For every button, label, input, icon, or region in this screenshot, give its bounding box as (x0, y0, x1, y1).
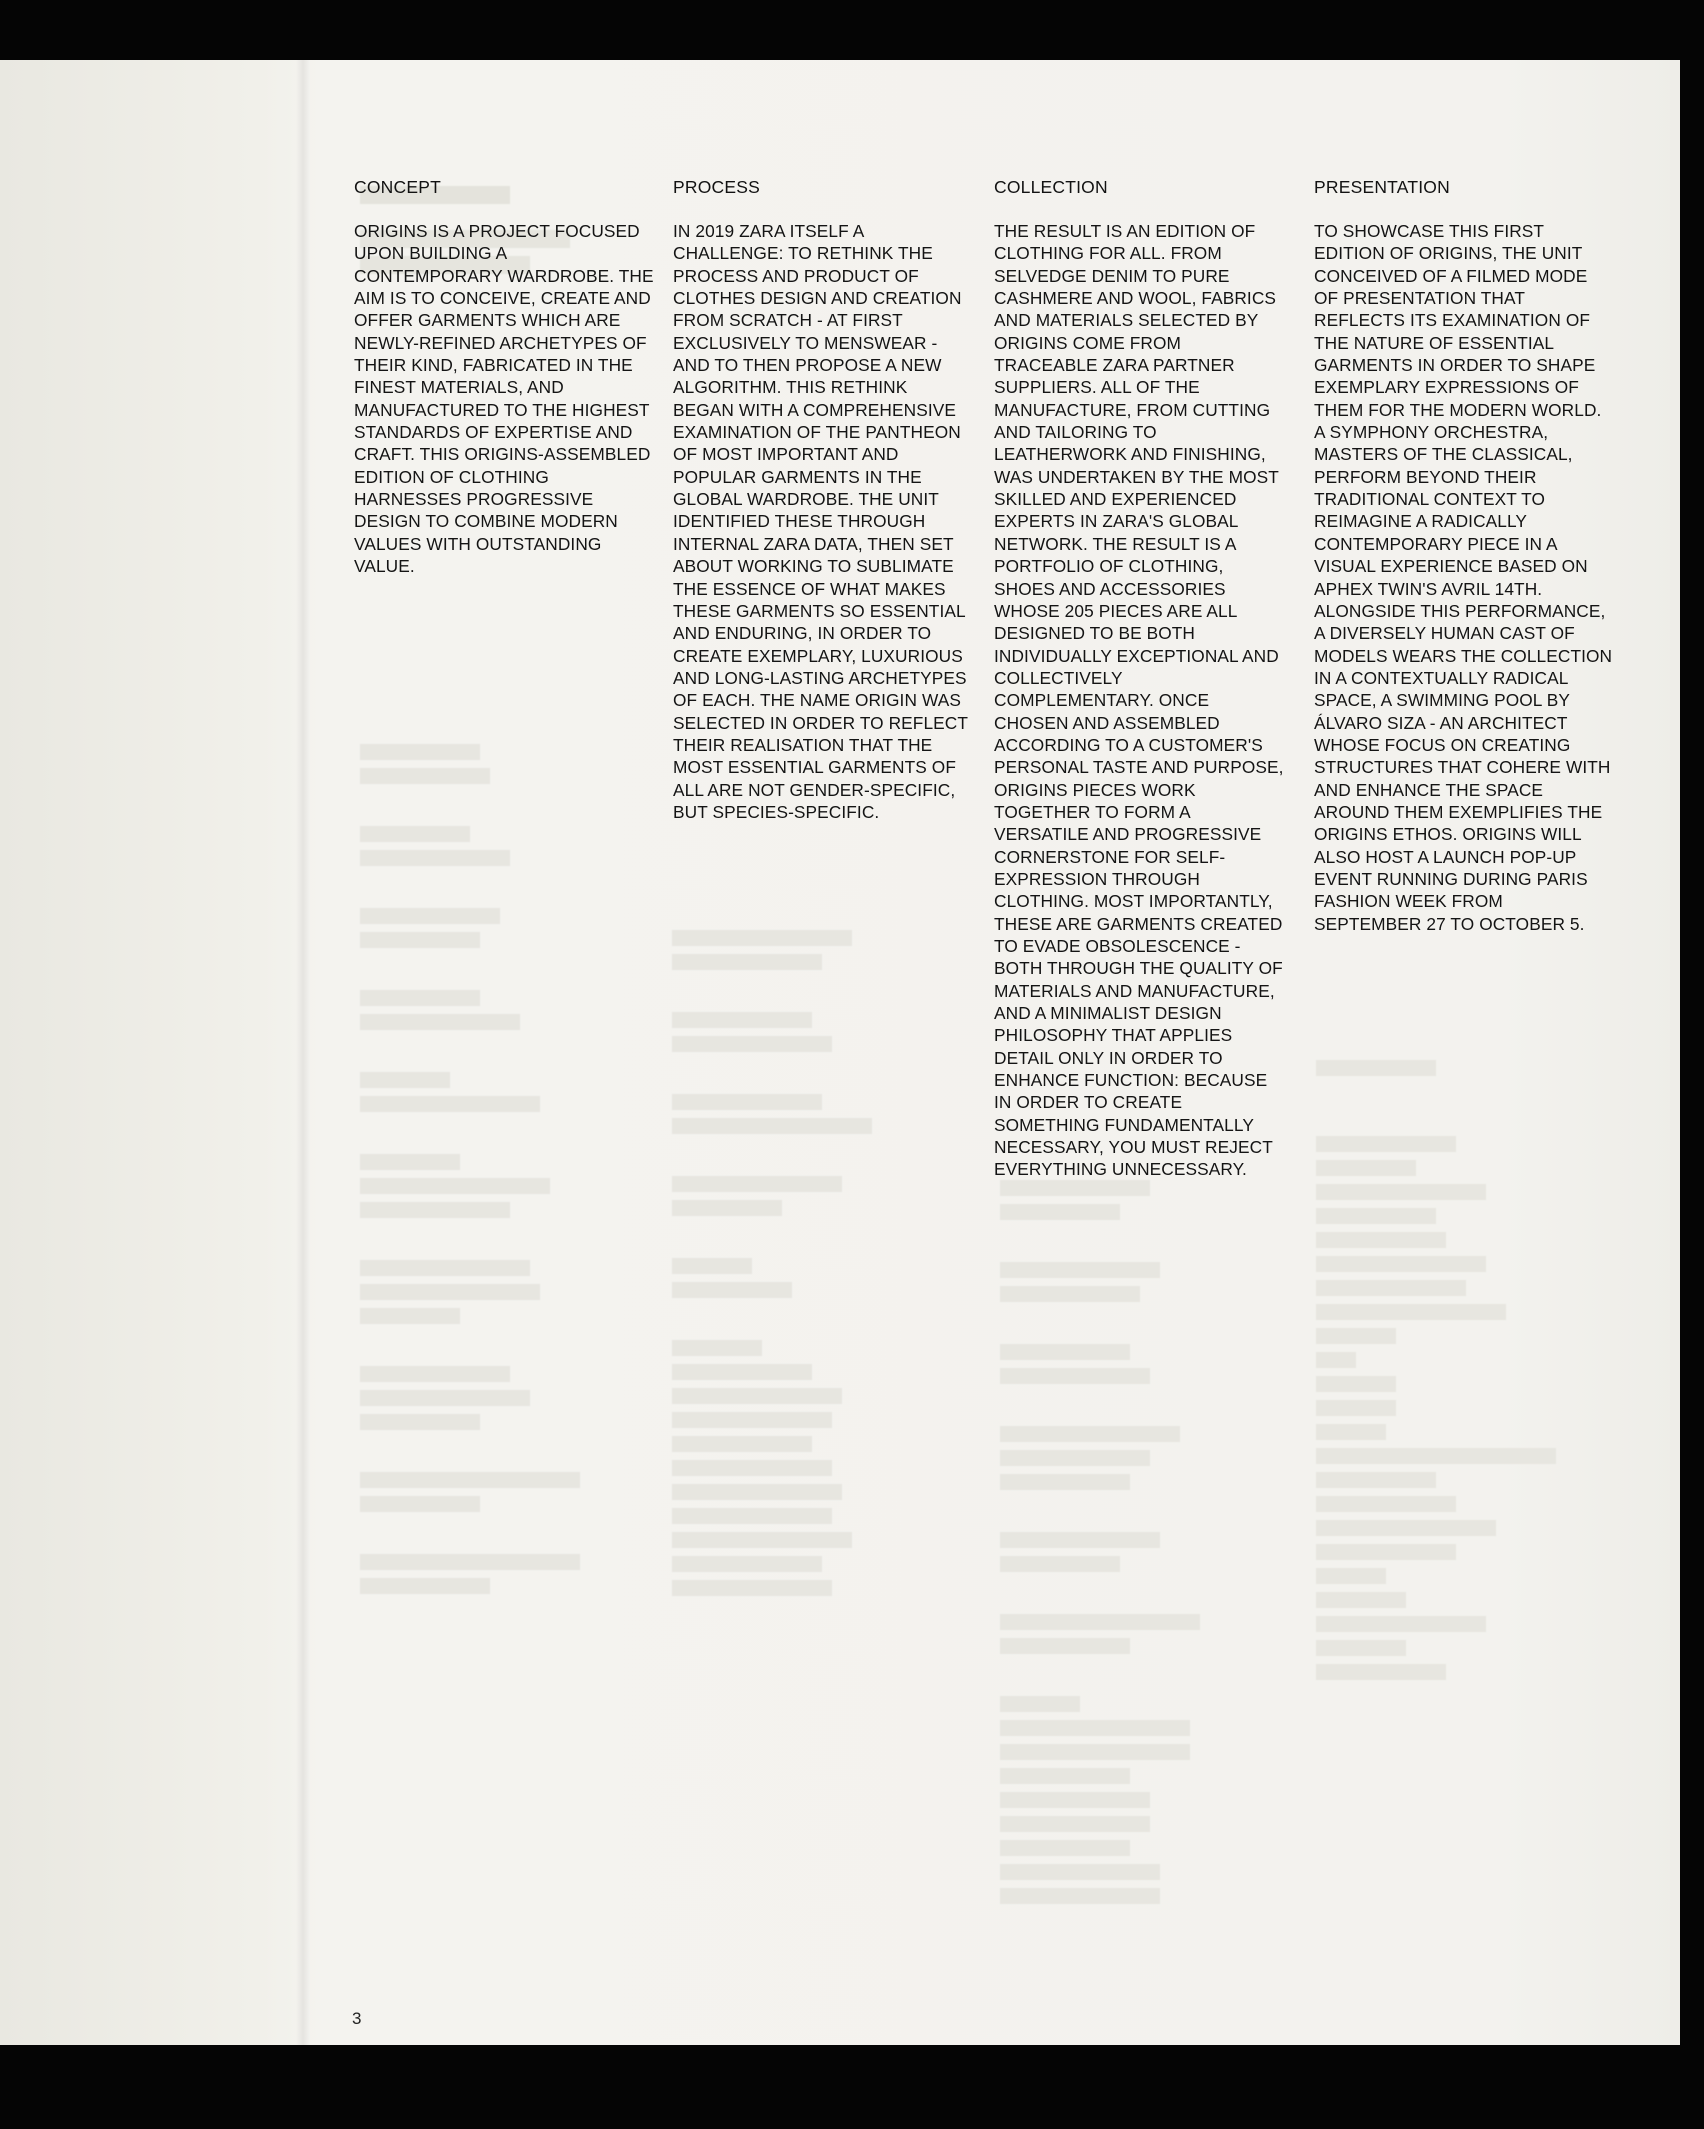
process-column (673, 176, 973, 823)
concept-body: ORIGINS IS A PROJECT FOCUSED UPON BUILDING A CONTEMPORARY WARDROBE. THE AIM IS TO CONCEIVE, CREATE AND OFFER GARMENTS WHICH ARE NEWLY-REFINED ARCHETYPES OF THEIR KIND, FABRICATED IN THE FINEST MATERIALS, AND MANUFACTURED TO THE HIGHEST STANDARDS OF EXPERTISE AND CRAFT. THIS ORIGINS-ASSEMBLED EDITION OF CLOTHING HARNESSES PROGRESSIVE DESIGN TO COMBINE MODERN VALUES WITH OUTSTANDING VALUE. (354, 221, 654, 577)
collection-body: THE RESULT IS AN EDITION OF CLOTHING FOR ALL. FROM SELVEDGE DENIM TO PURE CASHMERE AND WOOL, FABRICS AND MATERIALS SELECTED BY ORIGINS COME FROM TRACEABLE ZARA PARTNER SUPPLIERS. ALL OF THE MANUFACTURE, FROM CUTTING AND TAILORING TO LEATHERWORK AND FINISHING, WAS UNDERTAKEN BY THE MOST SKILLED AND EXPERIENCED EXPERTS IN ZARA'S GLOBAL NETWORK. THE RESULT IS A PORTFOLIO OF CLOTHING, SHOES AND ACCESSORIES WHOSE 205 PIECES ARE ALL DESIGNED TO BE BOTH INDIVIDUALLY EXCEPTIONAL AND COLLECTIVELY COMPLEMENTARY. ONCE CHOSEN AND ASSEMBLED ACCORDING TO A CUSTOMER'S PERSONAL TASTE AND PURPOSE, ORIGINS PIECES WORK TOGETHER TO FORM A VERSATILE AND PROGRESSIVE CORNERSTONE FOR SELF-EXPRESSION THROUGH CLOTHING. MOST IMPORTANTLY, THESE ARE GARMENTS CREATED TO EVADE OBSOLESCENCE - BOTH THROUGH THE QUALITY OF MATERIALS AND MANUFACTURE, AND A MINIMALIST DESIGN PHILOSOPHY THAT APPLIES DETAIL ONLY IN ORDER TO ENHANCE FUNCTION: BECAUSE IN ORDER TO CREATE SOMETHING FUNDAMENTALLY NECESSARY, YOU MUST REJECT EVERYTHING UNNECESSARY. (994, 221, 1284, 1180)
page-spine-shadow (296, 60, 310, 2045)
concept-heading: CONCEPT (354, 177, 441, 197)
show-through-texture (672, 930, 912, 1596)
collection-column (994, 176, 1286, 1181)
magazine-page (0, 60, 1680, 2045)
collection-heading: COLLECTION (994, 177, 1108, 197)
show-through-texture (1316, 1060, 1576, 1680)
presentation-column (1314, 176, 1614, 935)
presentation-body: TO SHOWCASE THIS FIRST EDITION OF ORIGINS, THE UNIT CONCEIVED OF A FILMED MODE OF PRESENTATION THAT REFLECTS ITS EXAMINATION OF THE NATURE OF ESSENTIAL GARMENTS IN ORDER TO SHAPE EXEMPLARY EXPRESSIONS OF THEM FOR THE MODERN WORLD. A SYMPHONY ORCHESTRA, MASTERS OF THE CLASSICAL, PERFORM BEYOND THEIR TRADITIONAL CONTEXT TO REIMAGINE A RADICALLY CONTEMPORARY PIECE IN A VISUAL EXPERIENCE BASED ON APHEX TWIN'S AVRIL 14TH. ALONGSIDE THIS PERFORMANCE, A DIVERSELY HUMAN CAST OF MODELS WEARS THE COLLECTION IN A CONTEXTUALLY RADICAL SPACE, A SWIMMING POOL BY ÁLVARO SIZA - AN ARCHITECT WHOSE FOCUS ON CREATING STRUCTURES THAT COHERE WITH AND ENHANCE THE SPACE AROUND THEM EXEMPLIFIES THE ORIGINS ETHOS. ORIGINS WILL ALSO HOST A LAUNCH POP-UP EVENT RUNNING DURING PARIS FASHION WEEK FROM SEPTEMBER 27 TO OCTOBER 5. (1314, 221, 1613, 934)
presentation-heading: PRESENTATION (1314, 177, 1450, 197)
process-body: IN 2019 ZARA ITSELF A CHALLENGE: TO RETHINK THE PROCESS AND PRODUCT OF CLOTHES DESIGN AND CREATION FROM SCRATCH - AT FIRST EXCLUSIVELY TO MENSWEAR - AND TO THEN PROPOSE A NEW ALGORITHM. THIS RETHINK BEGAN WITH A COMPREHENSIVE EXAMINATION OF THE PANTHEON OF MOST IMPORTANT AND POPULAR GARMENTS IN THE GLOBAL WARDROBE. THE UNIT IDENTIFIED THESE THROUGH INTERNAL ZARA DATA, THEN SET ABOUT WORKING TO SUBLIMATE THE ESSENCE OF WHAT MAKES THESE GARMENTS SO ESSENTIAL AND ENDURING, IN ORDER TO CREATE EXEMPLARY, LUXURIOUS AND LONG-LASTING ARCHETYPES OF EACH. THE NAME ORIGIN WAS SELECTED IN ORDER TO REFLECT THEIR REALISATION THAT THE MOST ESSENTIAL GARMENTS OF ALL ARE NOT GENDER-SPECIFIC, BUT SPECIES-SPECIFIC. (673, 221, 968, 822)
concept-column (354, 176, 654, 578)
page-number: 3 (352, 2009, 362, 2028)
process-heading: PROCESS (673, 177, 760, 197)
show-through-texture (1000, 1180, 1260, 1904)
